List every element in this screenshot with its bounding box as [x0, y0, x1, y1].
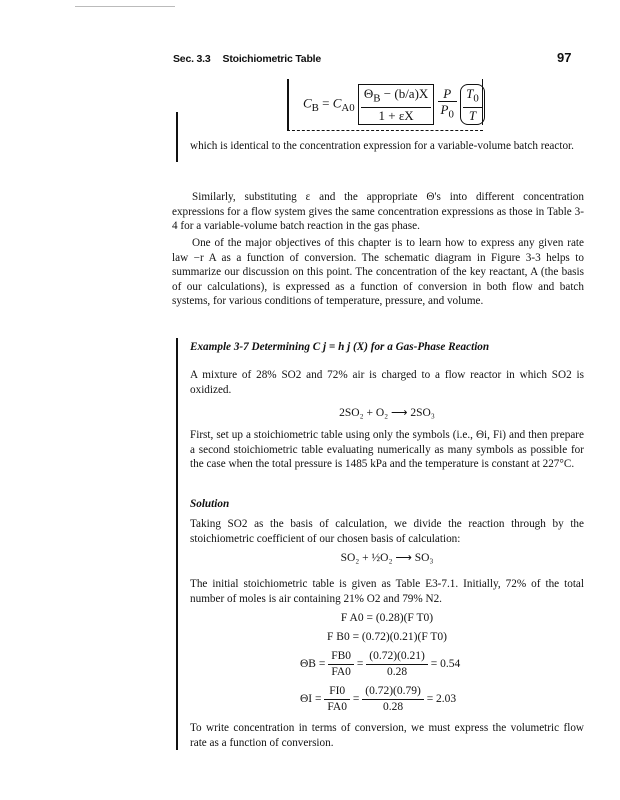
eq-pressure-ratio: $\frac{P}{P_0}$: [438, 86, 457, 123]
paragraph-objectives: One of the major objectives of this chapter is to learn how to express any given rate law −r A as a function of conversion. The schematic diagram in Figure 3-3 helps to summarize our discussion on this point. The concentration of the key reactant, A (the basis of our calculations), is expressed as a function of conversion in both flow and batch systems, for various conditions of temperature, pressure, and volume.: [172, 237, 584, 308]
solution-heading: Solution: [190, 498, 230, 510]
example-margin-bar: [176, 338, 178, 750]
margin-bar-1: [176, 112, 178, 162]
eq-coef-sub: A0: [341, 101, 355, 114]
eq-lhs-sub: B: [311, 101, 319, 114]
paragraph-similarly: Similarly, substituting ε and the appropriate Θ's into different concentration expressions for a flow system gives the same concentration expressions as those in Table 3-4 for a variable-volume batch reaction in the gas phase.: [172, 191, 584, 233]
eq-temperature-paren: $\frac{T_0}{T}$: [460, 84, 485, 125]
concentration-equation: [303, 84, 485, 125]
eq-theta-i: ΘI = $\frac{FI0}{FA0}$ = $\frac{(0.72)(0.79)}{0.28}$ = 2.03: [300, 685, 457, 713]
solution-basis-text: Taking SO2 as the basis of calculation, we divide the reaction through by the stoichiometric coefficient of our chosen basis of calculation:: [190, 518, 584, 545]
initial-table-text: The initial stoichiometric table is given as Table E3-7.1. Initially, 72% of the total number of moles is air containing 21% O2 and 79% N2.: [190, 578, 584, 605]
example-instructions-text: First, set up a stoichiometric table using only the symbols (i.e., Θi, Fi) and then prepare a second stoichiometric table evaluating numerically as many symbols as possible for the case when the total pressure is 1485 kPa and the temperature is constant at 227°C.: [190, 429, 584, 471]
example-mixture-text: A mixture of 28% SO2 and 72% air is charged to a flow reactor in which SO2 is oxidized.: [190, 369, 584, 396]
eq-fa0: F A0 = (0.28)(F T0): [340, 612, 434, 624]
section-number: Sec. 3.3: [173, 53, 211, 65]
section-title: Stoichiometric Table: [222, 53, 322, 65]
eq-fb0: F B0 = (0.72)(0.21)(F T0): [327, 631, 447, 643]
eq-equals: =: [322, 95, 330, 111]
volumetric-flow-text: To write concentration in terms of conversion, we must express the volumetric flow rate as a function of conversion.: [190, 722, 584, 749]
eq-coef: C: [332, 95, 342, 111]
reaction-equation-2: SO₂ + ½O₂ ⟶ SO₃: [340, 552, 434, 564]
eq-theta-b: ΘB = $\frac{FB0}{FA0}$ = $\frac{(0.72)(0.21)}{0.28}$ = 0.54: [300, 650, 461, 678]
eq-bracket: $\frac{\Theta_B - (b/a)X}{1 + \varepsilon X}$: [358, 84, 434, 125]
running-header: [173, 53, 321, 65]
page-number: 97: [557, 50, 572, 65]
reaction-equation-1: 2SO₂ + O₂ ⟶ 2SO₃: [339, 407, 435, 419]
top-rule: [75, 6, 175, 7]
eq-lhs: C: [303, 95, 312, 111]
example-title: Example 3-7 Determining C j = h j (X) for a Gas-Phase Reaction: [190, 341, 490, 353]
paragraph-identical: which is identical to the concentration expression for a variable-volume batch reactor.: [190, 140, 574, 152]
